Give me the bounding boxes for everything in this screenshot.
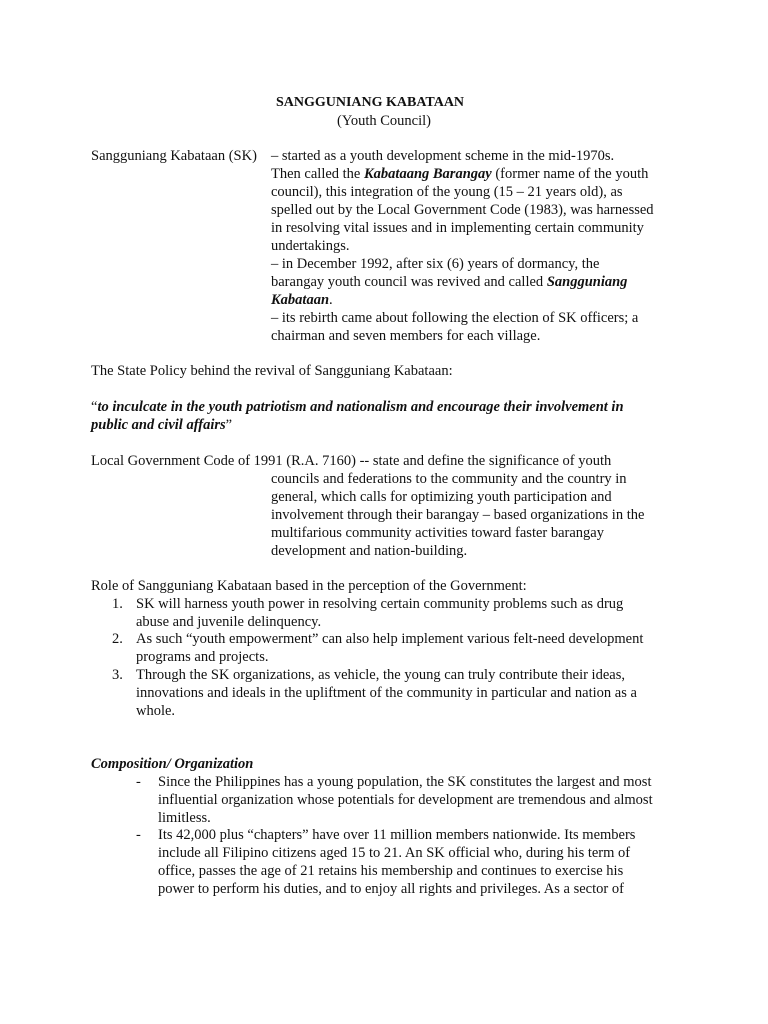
bullet-mark: - [136, 827, 141, 843]
bullet-item: Its 42,000 plus “chapters” have over 11 million members nationwide. Its members [158, 827, 636, 843]
sk-intro-line: chairman and seven members for each village. [271, 328, 541, 344]
list-item: whole. [136, 703, 176, 719]
list-item: innovations and ideals in the upliftment of the community in particular and nation as a [136, 685, 637, 701]
sk-intro-line: Kabataan. [271, 292, 333, 308]
bullet-item: limitless. [158, 810, 211, 826]
role-heading: Role of Sangguniang Kabataan based in the perception of the Government: [91, 578, 527, 594]
list-item: SK will harness youth power in resolving certain community problems such as drug [136, 596, 624, 612]
sk-intro-line: barangay youth council was revived and called Sangguniang [271, 274, 628, 290]
bullet-item: power to perform his duties, and to enjoy all rights and privileges. As a sector of [158, 881, 624, 897]
sangguniang-term: Sangguniang [546, 274, 628, 290]
list-item: As such “youth empowerment” can also help implement various felt-need development [136, 631, 644, 647]
sk-intro-line: – its rebirth came about following the election of SK officers; a [271, 310, 639, 326]
document-title: SANGGUNIANG KABATAAN [275, 95, 465, 110]
list-item: programs and projects. [136, 649, 269, 665]
bullet-item: Since the Philippines has a young population, the SK constitutes the largest and most [158, 774, 652, 790]
kabataan-term: Kabataan [271, 292, 330, 308]
lgc-line: Local Government Code of 1991 (R.A. 7160) -- state and define the significance of youth [91, 453, 612, 469]
document-subtitle: (Youth Council) [337, 113, 431, 129]
bullet-item: influential organization whose potentials for development are tremendous and almost [158, 792, 653, 808]
sk-intro-label: Sangguniang Kabataan (SK) [91, 148, 257, 164]
bullet-item: office, passes the age of 21 retains his membership and continues to exercise his [158, 863, 624, 879]
sk-intro-line: in resolving vital issues and in implementing certain community [271, 220, 644, 236]
list-item-number: 3. [112, 667, 123, 683]
sk-intro-line: – started as a youth development scheme in the mid-1970s. [271, 148, 615, 164]
sk-intro-line: undertakings. [271, 238, 350, 254]
sk-intro-line: – in December 1992, after six (6) years of dormancy, the [271, 256, 600, 272]
lgc-line: councils and federations to the community and the country in [271, 471, 627, 487]
list-item-number: 2. [112, 631, 123, 647]
kabataang-barangay-term: Kabataang Barangay [364, 166, 492, 182]
lgc-line: development and nation-building. [271, 543, 468, 559]
sk-intro-line: council), this integration of the young (15 – 21 years old), as [271, 184, 623, 200]
lgc-line: general, which calls for optimizing youth participation and [271, 489, 612, 505]
bullet-mark: - [136, 774, 141, 790]
lgc-line: multifarious community activities toward faster barangay [271, 525, 604, 541]
state-policy-quote: “to inculcate in the youth patriotism and nationalism and encourage their involvement in [91, 399, 624, 415]
list-item: abuse and juvenile delinquency. [136, 614, 322, 630]
lgc-line: involvement through their barangay – based organizations in the [271, 507, 645, 523]
sk-intro-line: Then called the Kabataang Barangay (former name of the youth [271, 166, 649, 182]
state-policy-heading: The State Policy behind the revival of Sangguniang Kabataan: [91, 363, 453, 379]
state-policy-quote: public and civil affairs” [91, 417, 233, 433]
bullet-item: include all Filipino citizens aged 15 to 21. An SK official who, during his term of [158, 845, 631, 861]
composition-heading: Composition/ Organization [91, 756, 254, 772]
list-item: Through the SK organizations, as vehicle, the young can truly contribute their ideas, [136, 667, 625, 683]
sk-intro-line: spelled out by the Local Government Code (1983), was harnessed [271, 202, 654, 218]
list-item-number: 1. [112, 596, 123, 612]
